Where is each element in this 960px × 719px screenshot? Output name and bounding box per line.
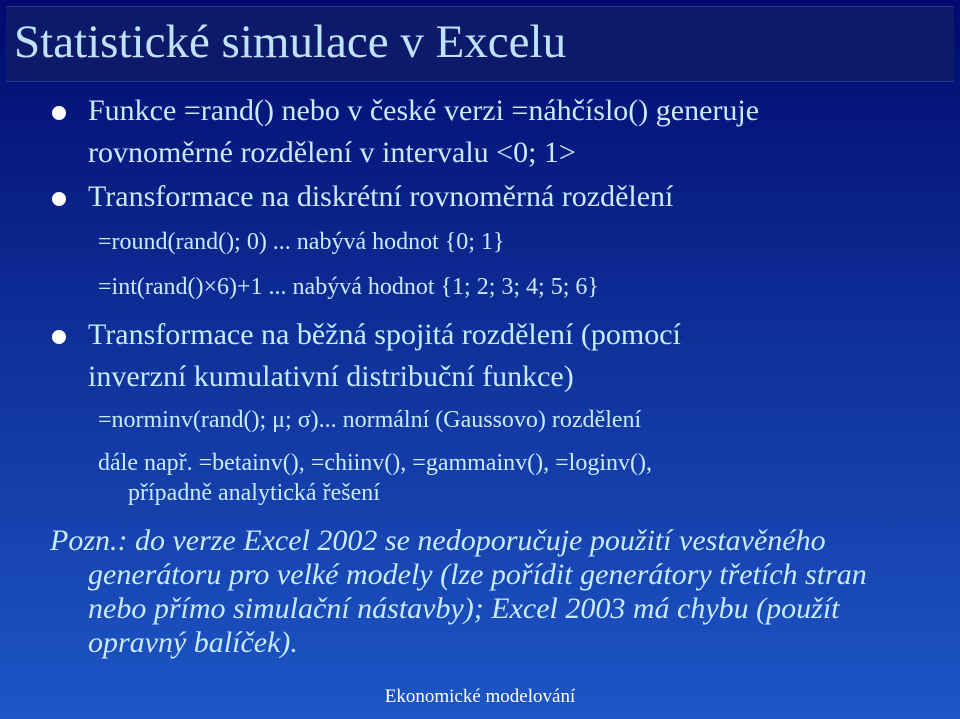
bullet-1	[52, 106, 66, 120]
round-formula: =round(rand(); 0) ... nabývá hodnot {0; 1}	[98, 229, 505, 255]
bullet-2-line-1: Transformace na diskrétní rovnoměrná rozdělení	[88, 180, 674, 213]
other-functions-line-2: případně analytická řešení	[128, 480, 380, 506]
note-line-3: nebo přímo simulační nástavby); Excel 2003 má chybu (použít	[88, 592, 840, 625]
note-line-1: Pozn.: do verze Excel 2002 se nedoporučuje použití vestavěného	[50, 524, 826, 557]
bullet-3-line-1: Transformace na běžná spojitá rozdělení (pomocí	[88, 318, 681, 351]
bullet-2	[52, 192, 66, 206]
bullet-1-line-1: Funkce =rand() nebo v české verzi =náhčíslo() generuje	[88, 94, 760, 127]
bullet-3	[52, 330, 66, 344]
bullet-3-line-2: inverzní kumulativní distribuční funkce)	[88, 360, 574, 393]
note-line-4: opravný balíček).	[88, 626, 298, 659]
slide-title: Statistické simulace v Excelu	[14, 16, 567, 68]
norminv-formula: =norminv(rand(); μ; σ)... normální (Gaussovo) rozdělení	[98, 407, 642, 433]
int-formula: =int(rand()×6)+1 ... nabývá hodnot {1; 2; 3; 4; 5; 6}	[98, 274, 599, 300]
bullet-1-line-2: rovnoměrné rozdělení v intervalu <0; 1>	[88, 136, 576, 169]
note-line-2: generátoru pro velké modely (lze pořídit generátory třetích stran	[88, 558, 867, 591]
footer: Ekonomické modelování	[384, 686, 576, 707]
other-functions-line-1: dále např. =betainv(), =chiinv(), =gammainv(), =loginv(),	[98, 450, 652, 476]
